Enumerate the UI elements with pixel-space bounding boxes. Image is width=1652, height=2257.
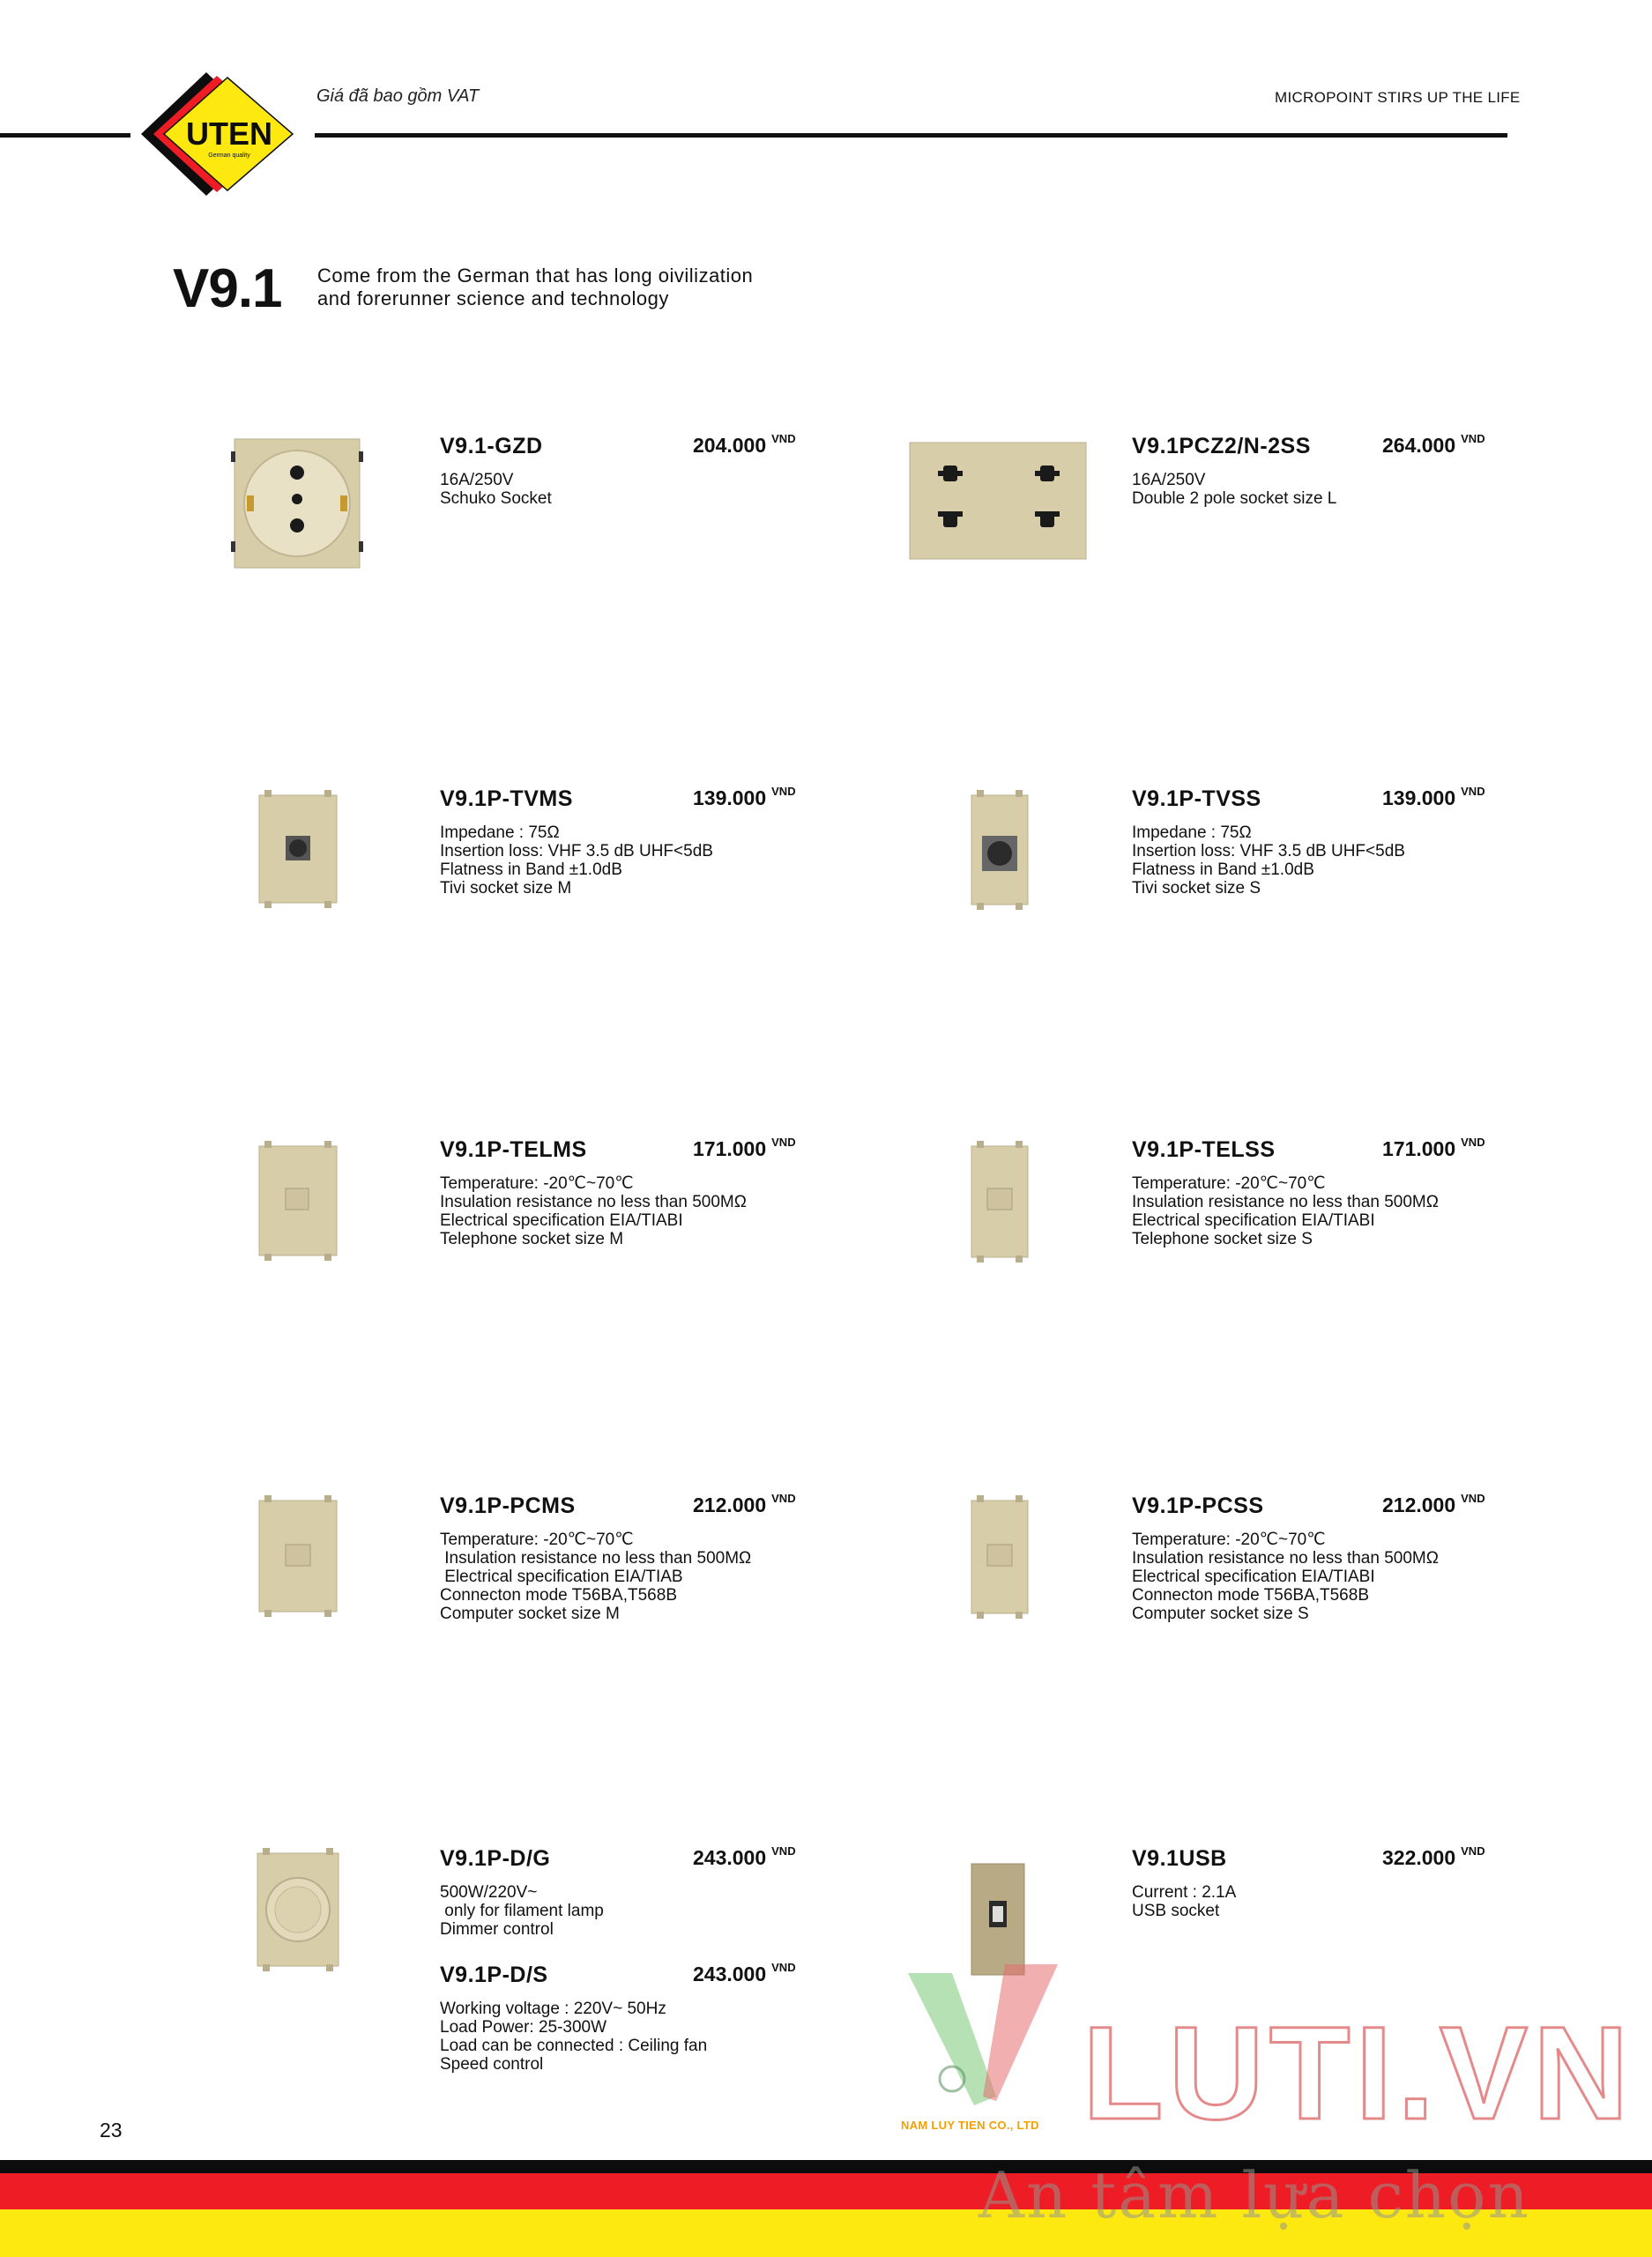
tv-socket-icon bbox=[254, 790, 342, 908]
header-rule-left bbox=[0, 133, 130, 138]
tv-socket-icon bbox=[968, 790, 1031, 910]
product-code: V9.1P-PCSS bbox=[1132, 1493, 1264, 1518]
product-specs: Temperature: -20℃~70℃ Insulation resistance no less than 500MΩ Electrical specification EIA/TIAB Connecton mode T56BA,T568B Computer socket size M bbox=[440, 1531, 752, 1623]
product-price: 171.000 $^{VND}$ bbox=[1382, 1136, 1485, 1160]
header-rule-right bbox=[315, 133, 1507, 138]
logo-text: UTEN bbox=[186, 115, 272, 152]
product-specs: Current : 2.1A USB socket bbox=[1132, 1883, 1237, 1920]
watermark-company: NAM LUY TIEN CO., LTD bbox=[901, 2119, 1039, 2132]
watermark-tagline: An tâm lựa chọn bbox=[979, 2158, 1530, 2232]
product-code: V9.1P-D/S bbox=[440, 1963, 548, 1987]
product-code: V9.1P-TELSS bbox=[1132, 1137, 1276, 1162]
telephone-socket-icon bbox=[254, 1141, 342, 1261]
product-code: V9.1P-TELMS bbox=[440, 1137, 587, 1162]
dimmer-icon bbox=[252, 1848, 344, 1971]
product-code: V9.1P-PCMS bbox=[440, 1493, 576, 1518]
double-socket-icon bbox=[908, 441, 1088, 561]
product-code: V9.1-GZD bbox=[440, 434, 543, 458]
product-specs: Temperature: -20℃~70℃ Insulation resistance no less than 500MΩ Electrical specification EIA/TIABI Telephone socket size M bbox=[440, 1174, 747, 1248]
logo-subtext: German quality bbox=[208, 153, 250, 159]
product-specs: Impedane : 75Ω Insertion loss: VHF 3.5 dB UHF<5dB Flatness in Band ±1.0dB Tivi socket size M bbox=[440, 823, 713, 898]
product-specs: Temperature: -20℃~70℃ Insulation resistance no less than 500MΩ Electrical specification EIA/TIABI Telephone socket size S bbox=[1132, 1174, 1439, 1248]
product-specs: 16A/250V Double 2 pole socket size L bbox=[1132, 471, 1337, 508]
page-number: 23 bbox=[100, 2119, 123, 2142]
product-code: V9.1P-D/G bbox=[440, 1846, 551, 1871]
product-specs: Impedane : 75Ω Insertion loss: VHF 3.5 dB UHF<5dB Flatness in Band ±1.0dB Tivi socket size S bbox=[1132, 823, 1405, 898]
product-code: V9.1P-TVMS bbox=[440, 786, 573, 811]
product-specs: 16A/250V Schuko Socket bbox=[440, 471, 552, 508]
product-price: 139.000 $^{VND}$ bbox=[693, 785, 796, 809]
product-price: 243.000 $^{VND}$ bbox=[693, 1961, 796, 1985]
product-specs: Working voltage : 220V~ 50Hz Load Power: 25-300W Load can be connected : Ceiling fan Speed control bbox=[440, 2000, 708, 2074]
product-specs: Temperature: -20℃~70℃ Insulation resistance no less than 500MΩ Electrical specification EIA/TIABI Connecton mode T56BA,T568B Computer socket size S bbox=[1132, 1531, 1439, 1623]
product-price: 322.000 $^{VND}$ bbox=[1382, 1844, 1485, 1869]
product-code: V9.1PCZ2/N-2SS bbox=[1132, 434, 1311, 458]
product-price: 212.000 $^{VND}$ bbox=[1382, 1492, 1485, 1516]
brand-logo bbox=[141, 69, 298, 204]
vat-note: Giá đã bao gồm VAT bbox=[316, 86, 480, 106]
series-code: V9.1 bbox=[173, 258, 282, 319]
product-price: 171.000 $^{VND}$ bbox=[693, 1136, 796, 1160]
telephone-socket-icon bbox=[968, 1141, 1031, 1263]
product-specs: 500W/220V~ only for filament lamp Dimmer control bbox=[440, 1883, 604, 1939]
product-code: V9.1USB bbox=[1132, 1846, 1227, 1871]
computer-socket-icon bbox=[254, 1495, 342, 1617]
product-code: V9.1P-TVSS bbox=[1132, 786, 1261, 811]
watermark-logo-icon bbox=[890, 1947, 1075, 2127]
computer-socket-icon bbox=[968, 1495, 1031, 1619]
slogan: MICROPOINT STIRS UP THE LIFE bbox=[1275, 89, 1521, 106]
schuko-socket-icon bbox=[231, 436, 363, 571]
product-price: 264.000 $^{VND}$ bbox=[1382, 432, 1485, 457]
product-price: 243.000 $^{VND}$ bbox=[693, 1844, 796, 1869]
series-description: Come from the German that has long oivilization and forerunner science and technology bbox=[317, 264, 754, 309]
product-price: 139.000 $^{VND}$ bbox=[1382, 785, 1485, 809]
watermark-site: LUTI.VN bbox=[1083, 1999, 1634, 2147]
product-price: 204.000 $^{VND}$ bbox=[693, 432, 796, 457]
product-price: 212.000 $^{VND}$ bbox=[693, 1492, 796, 1516]
